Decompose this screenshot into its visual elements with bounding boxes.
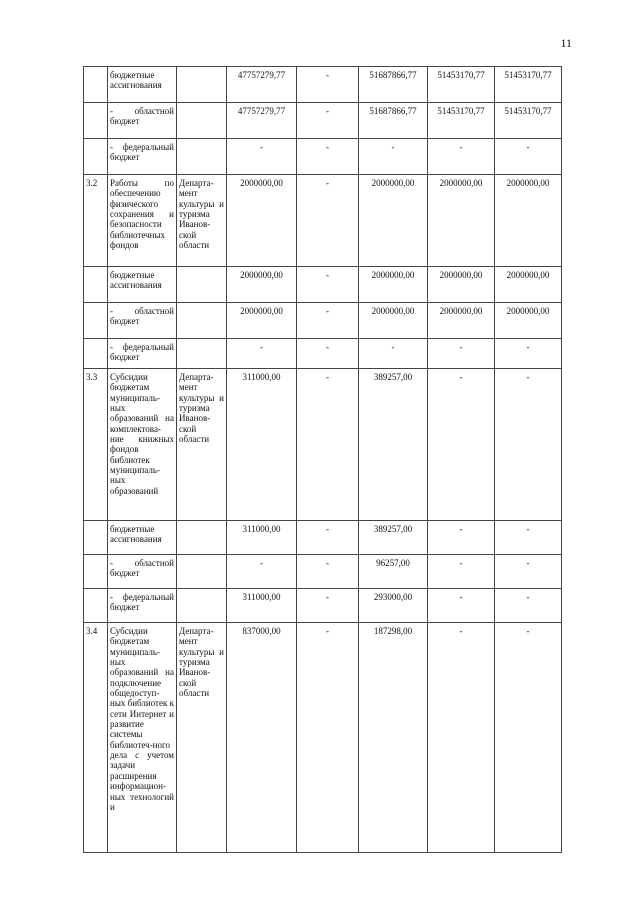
table-row: [84, 521, 562, 555]
row-value-cell: 2000000,00: [227, 267, 297, 303]
row-executor-cell: [177, 303, 227, 339]
table-row: [84, 103, 562, 139]
page-number: 11: [560, 36, 572, 50]
row-executor-cell: [177, 67, 227, 103]
row-value-cell: -: [297, 521, 359, 555]
table-body: [84, 67, 562, 853]
row-value-cell: 51687866,77: [359, 103, 428, 139]
row-name-cell: бюджетные ассигнования: [108, 267, 177, 303]
table-row: [84, 339, 562, 369]
row-value-cell: -: [227, 555, 297, 589]
row-number-cell: 3.2: [84, 175, 108, 267]
row-value-cell: 2000000,00: [495, 267, 562, 303]
row-value-cell: -: [297, 175, 359, 267]
row-name-cell: - областной бюджет: [108, 555, 177, 589]
table-row: [84, 67, 562, 103]
row-value-cell: -: [428, 521, 495, 555]
row-value-cell: -: [428, 339, 495, 369]
row-number-cell: [84, 139, 108, 175]
row-value-cell: 311000,00: [227, 369, 297, 521]
row-value-cell: -: [495, 589, 562, 623]
row-number-cell: [84, 589, 108, 623]
table-row: [84, 175, 562, 267]
table-row: [84, 139, 562, 175]
row-executor-cell: [177, 555, 227, 589]
table-row: [84, 369, 562, 521]
row-value-cell: 51453170,77: [428, 103, 495, 139]
row-value-cell: -: [297, 303, 359, 339]
row-name-cell: - областной бюджет: [108, 303, 177, 339]
row-executor-cell: [177, 103, 227, 139]
row-value-cell: -: [359, 339, 428, 369]
row-value-cell: 47757279,77: [227, 103, 297, 139]
row-value-cell: 311000,00: [227, 521, 297, 555]
table-row: [84, 267, 562, 303]
row-number-cell: [84, 103, 108, 139]
row-value-cell: -: [297, 589, 359, 623]
row-value-cell: 2000000,00: [359, 303, 428, 339]
row-value-cell: 293000,00: [359, 589, 428, 623]
row-value-cell: -: [428, 369, 495, 521]
row-value-cell: 2000000,00: [359, 175, 428, 267]
row-executor-cell: [177, 589, 227, 623]
row-value-cell: 2000000,00: [495, 303, 562, 339]
row-value-cell: -: [227, 139, 297, 175]
row-value-cell: -: [297, 67, 359, 103]
row-value-cell: -: [428, 623, 495, 853]
row-value-cell: 389257,00: [359, 369, 428, 521]
table-row: [84, 303, 562, 339]
row-value-cell: 2000000,00: [428, 175, 495, 267]
table-row: [84, 623, 562, 853]
row-value-cell: 96257,00: [359, 555, 428, 589]
row-executor-cell: Департа-мент культуры и туризма Иванов-ской области: [177, 369, 227, 521]
row-value-cell: 51453170,77: [428, 67, 495, 103]
row-name-cell: - федеральный бюджет: [108, 589, 177, 623]
row-value-cell: -: [428, 555, 495, 589]
row-value-cell: -: [359, 139, 428, 175]
row-value-cell: 2000000,00: [227, 303, 297, 339]
row-name-cell: бюджетные ассигнования: [108, 521, 177, 555]
row-number-cell: [84, 521, 108, 555]
row-value-cell: -: [495, 521, 562, 555]
row-value-cell: 51687866,77: [359, 67, 428, 103]
row-value-cell: -: [495, 555, 562, 589]
row-name-cell: - федеральный бюджет: [108, 139, 177, 175]
row-number-cell: [84, 303, 108, 339]
row-number-cell: [84, 339, 108, 369]
row-number-cell: 3.3: [84, 369, 108, 521]
row-value-cell: 2000000,00: [428, 303, 495, 339]
row-name-cell: - областной бюджет: [108, 103, 177, 139]
row-value-cell: -: [428, 139, 495, 175]
row-value-cell: 2000000,00: [428, 267, 495, 303]
row-value-cell: 187298,00: [359, 623, 428, 853]
row-value-cell: -: [297, 623, 359, 853]
row-executor-cell: Департа-мент культуры и туризма Иванов-ской области: [177, 175, 227, 267]
row-value-cell: 311000,00: [227, 589, 297, 623]
row-number-cell: [84, 555, 108, 589]
row-name-cell: Работы по обеспечению физического сохранения и безопасности библиотечных фондов: [108, 175, 177, 267]
row-value-cell: 51453170,77: [495, 103, 562, 139]
row-number-cell: [84, 267, 108, 303]
row-name-cell: - федеральный бюджет: [108, 339, 177, 369]
row-value-cell: -: [495, 369, 562, 521]
budget-table: [83, 66, 562, 853]
row-executor-cell: [177, 339, 227, 369]
row-value-cell: -: [495, 339, 562, 369]
row-executor-cell: Департа-мент культуры и туризма Иванов-ской области: [177, 623, 227, 853]
row-name-cell: Субсидии бюджетам муниципаль-ных образований на комплектова-ние книжных фондов библиотек муниципаль-ных образований: [108, 369, 177, 521]
row-value-cell: 837000,00: [227, 623, 297, 853]
row-name-cell: бюджетные ассигнования: [108, 67, 177, 103]
row-value-cell: -: [297, 339, 359, 369]
row-value-cell: -: [495, 623, 562, 853]
row-value-cell: -: [297, 555, 359, 589]
row-value-cell: 2000000,00: [359, 267, 428, 303]
row-value-cell: -: [428, 589, 495, 623]
row-value-cell: -: [297, 139, 359, 175]
row-value-cell: 389257,00: [359, 521, 428, 555]
row-value-cell: -: [495, 139, 562, 175]
row-value-cell: -: [227, 339, 297, 369]
row-value-cell: 2000000,00: [227, 175, 297, 267]
row-value-cell: 47757279,77: [227, 67, 297, 103]
row-value-cell: -: [297, 369, 359, 521]
row-value-cell: 2000000,00: [495, 175, 562, 267]
row-executor-cell: [177, 267, 227, 303]
row-executor-cell: [177, 139, 227, 175]
row-value-cell: 51453170,77: [495, 67, 562, 103]
row-name-cell: Субсидии бюджетам муниципаль-ных образований на подключение общедоступ-ных библиотек к сети Интернет и развитие системы библиотеч-ного дела с учетом задачи расширения информацион-ных технологий и: [108, 623, 177, 853]
row-number-cell: 3.4: [84, 623, 108, 853]
row-value-cell: -: [297, 103, 359, 139]
table-row: [84, 555, 562, 589]
table-row: [84, 589, 562, 623]
row-value-cell: -: [297, 267, 359, 303]
row-number-cell: [84, 67, 108, 103]
row-executor-cell: [177, 521, 227, 555]
